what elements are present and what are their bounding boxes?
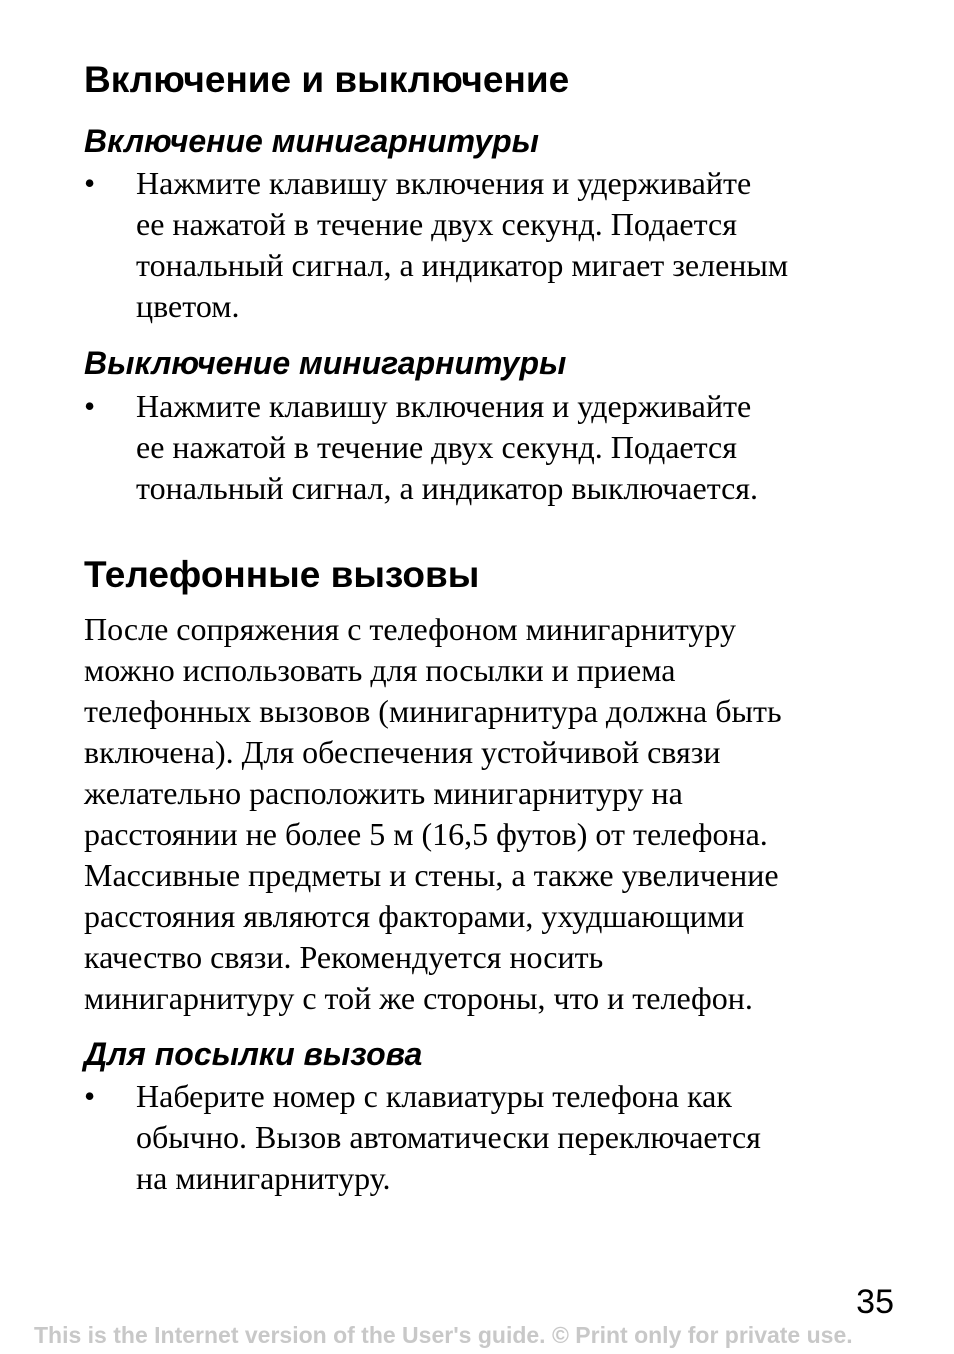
bullet-icon: • [84, 1078, 96, 1114]
text-line: тональный сигнал, а индикатор выключается. [136, 470, 758, 506]
text-line: качество связи. Рекомендуется носить [84, 939, 604, 975]
text-line: ее нажатой в течение двух секунд. Подается [136, 206, 737, 242]
section-title-power: Включение и выключение [84, 59, 570, 100]
subsection-title-power-on: Включение минигарнитуры [84, 123, 539, 159]
footer-disclaimer: This is the Internet version of the User's guide. © Print only for private use. [34, 1322, 853, 1348]
text-line: Нажмите клавишу включения и удерживайте [136, 388, 752, 424]
text-line: включена). Для обеспечения устойчивой связи [84, 734, 721, 770]
text-line: расстояния являются факторами, ухудшающими [84, 898, 745, 934]
text-line: желательно расположить минигарнитуру на [84, 775, 683, 811]
text-line: Нажмите клавишу включения и удерживайте [136, 165, 752, 201]
page-number: 35 [856, 1283, 894, 1321]
subsection-title-make-call: Для посылки вызова [84, 1036, 423, 1072]
text-line: минигарнитуру с той же стороны, что и телефон. [84, 980, 753, 1016]
text-line: на минигарнитуру. [136, 1160, 391, 1196]
bullet-text [136, 386, 884, 509]
bullet-icon: • [84, 165, 96, 201]
subsection-title-power-off: Выключение минигарнитуры [84, 345, 567, 381]
text-line: тональный сигнал, а индикатор мигает зеленым [136, 247, 789, 283]
text-line: телефонных вызовов (минигарнитура должна быть [84, 693, 782, 729]
text-line: расстоянии не более 5 м (16,5 футов) от телефона. [84, 816, 768, 852]
bullet-icon: • [84, 388, 96, 424]
bullet-text [136, 1076, 884, 1199]
calls-paragraph [84, 609, 884, 1019]
text-line: После сопряжения с телефоном минигарнитуру [84, 611, 736, 647]
bullet-text [136, 163, 884, 327]
section-title-calls: Телефонные вызовы [84, 554, 480, 595]
text-line: Массивные предметы и стены, а также увеличение [84, 857, 779, 893]
text-line: можно использовать для посылки и приема [84, 652, 676, 688]
text-line: ее нажатой в течение двух секунд. Подается [136, 429, 737, 465]
text-line: цветом. [136, 288, 240, 324]
text-line: Наберите номер с клавиатуры телефона как [136, 1078, 732, 1114]
text-line: обычно. Вызов автоматически переключается [136, 1119, 761, 1155]
